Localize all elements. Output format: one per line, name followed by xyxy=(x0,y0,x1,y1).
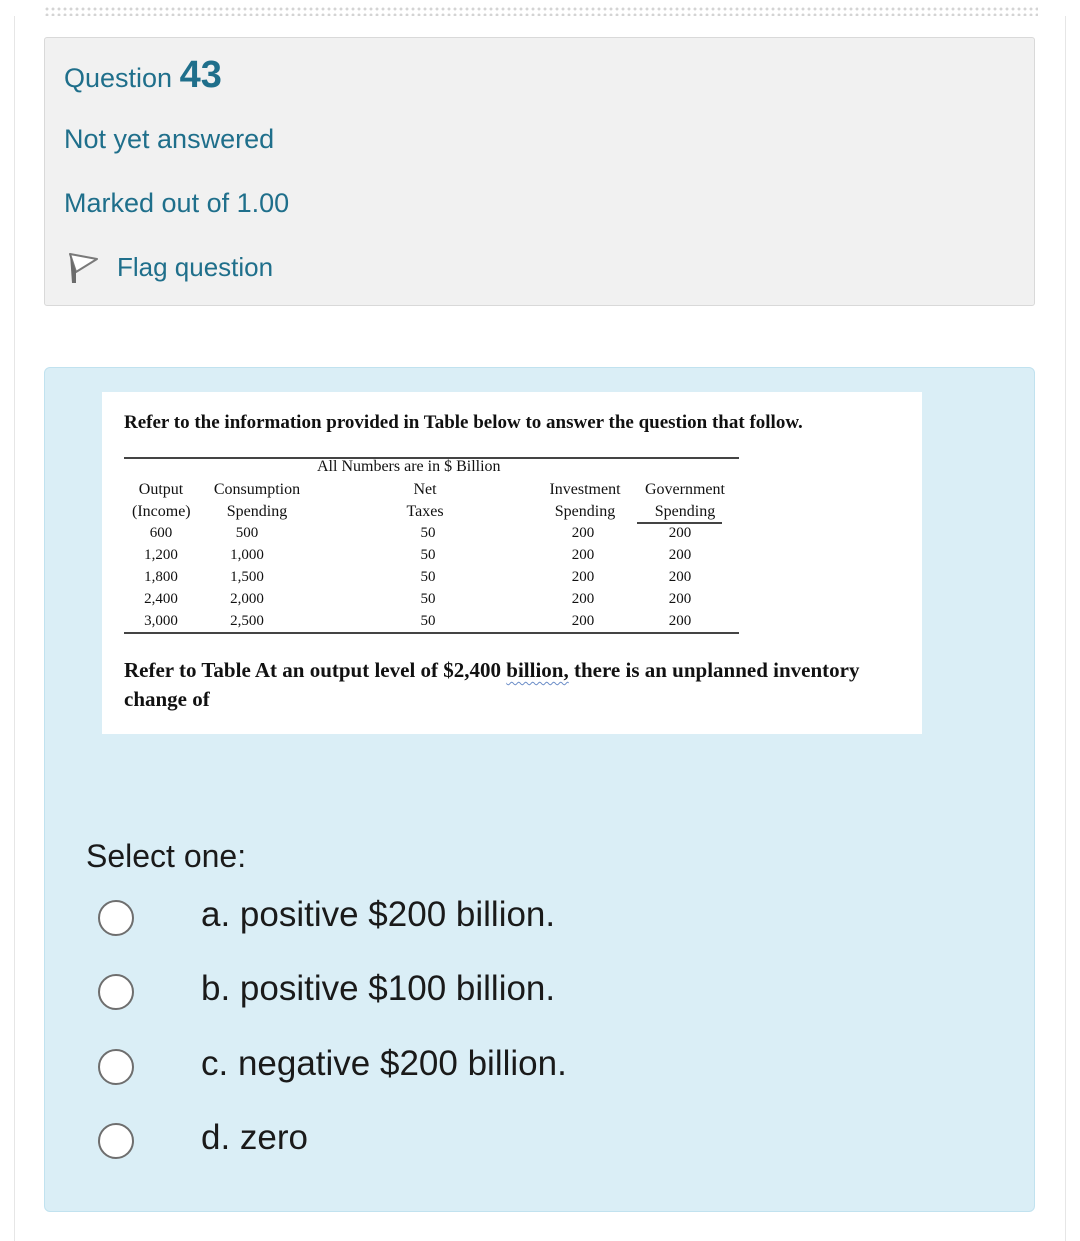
header-output: Output (Income) xyxy=(132,481,191,520)
table-cell: 50 xyxy=(420,613,436,629)
table-cell: 200 xyxy=(668,613,692,629)
column-taxes xyxy=(408,522,448,632)
table-cell: 1,200 xyxy=(144,547,178,563)
table-cell: 2,400 xyxy=(144,591,178,607)
table-cell: 200 xyxy=(668,569,692,585)
table-cell: 50 xyxy=(420,591,436,607)
question-text: Refer to Table At an output level of $2,400 billion, there is an unplanned inventory change of xyxy=(124,658,860,711)
question-label: Question xyxy=(64,63,173,93)
table-cell: 200 xyxy=(668,525,692,541)
column-output xyxy=(132,522,190,632)
question-title xyxy=(64,54,222,97)
table-cell: 200 xyxy=(571,547,595,563)
table-cell: 200 xyxy=(571,525,595,541)
table-cell: 2,000 xyxy=(230,591,264,607)
column-consumption xyxy=(212,522,282,632)
table-cell: 1,000 xyxy=(230,547,264,563)
option-c[interactable] xyxy=(97,1044,797,1094)
table-cell: 50 xyxy=(420,569,436,585)
question-info-panel xyxy=(44,37,1035,306)
question-state: Not yet answered xyxy=(64,124,275,154)
table-cell: 500 xyxy=(235,525,259,541)
radio-button-a[interactable] xyxy=(98,900,134,936)
table-cell: 2,500 xyxy=(230,613,264,629)
table-caption: All Numbers are in $ Billion xyxy=(317,458,501,475)
table-cell: 1,800 xyxy=(144,569,178,585)
table-cell: 600 xyxy=(149,525,173,541)
table-bottom-rule xyxy=(124,632,739,634)
option-a[interactable] xyxy=(97,895,797,945)
table-cell: 3,000 xyxy=(144,613,178,629)
header-taxes: Net Taxes xyxy=(406,481,444,520)
flag-icon xyxy=(67,251,99,285)
table-cell: 1,500 xyxy=(230,569,264,585)
header-government: Government Spending xyxy=(645,481,725,520)
table-cell: 50 xyxy=(420,547,436,563)
flag-question-label: Flag question xyxy=(117,252,274,282)
option-c-label[interactable]: c. negative $200 billion. xyxy=(201,1044,567,1083)
table-cell: 200 xyxy=(668,591,692,607)
intro-text: Refer to the information provided in Table below to answer the question that follow. xyxy=(124,412,803,433)
option-d-label[interactable]: d. zero xyxy=(201,1118,308,1157)
question-image xyxy=(102,392,922,734)
top-dotted-border xyxy=(44,6,1038,16)
select-one-label: Select one: xyxy=(86,838,247,874)
header-consumption: Consumption Spending xyxy=(213,481,301,520)
table-cell: 50 xyxy=(420,525,436,541)
option-a-label[interactable]: a. positive $200 billion. xyxy=(201,895,556,934)
radio-button-b[interactable] xyxy=(98,974,134,1010)
question-grade: Marked out of 1.00 xyxy=(64,188,290,218)
header-investment: Investment Spending xyxy=(549,481,621,520)
question-number: 43 xyxy=(179,54,222,96)
table-cell: 200 xyxy=(571,591,595,607)
table-cell: 200 xyxy=(571,569,595,585)
table-cell: 200 xyxy=(668,547,692,563)
option-d[interactable] xyxy=(97,1118,797,1168)
radio-button-c[interactable] xyxy=(98,1049,134,1085)
table-cell: 200 xyxy=(571,613,595,629)
question-content-panel xyxy=(44,367,1035,1212)
right-page-edge xyxy=(1065,16,1066,1241)
option-b[interactable] xyxy=(97,969,797,1019)
column-government xyxy=(660,522,700,632)
option-b-label[interactable]: b. positive $100 billion. xyxy=(201,969,556,1008)
left-page-edge xyxy=(14,16,15,1241)
radio-button-d[interactable] xyxy=(98,1123,134,1159)
column-investment xyxy=(563,522,603,632)
